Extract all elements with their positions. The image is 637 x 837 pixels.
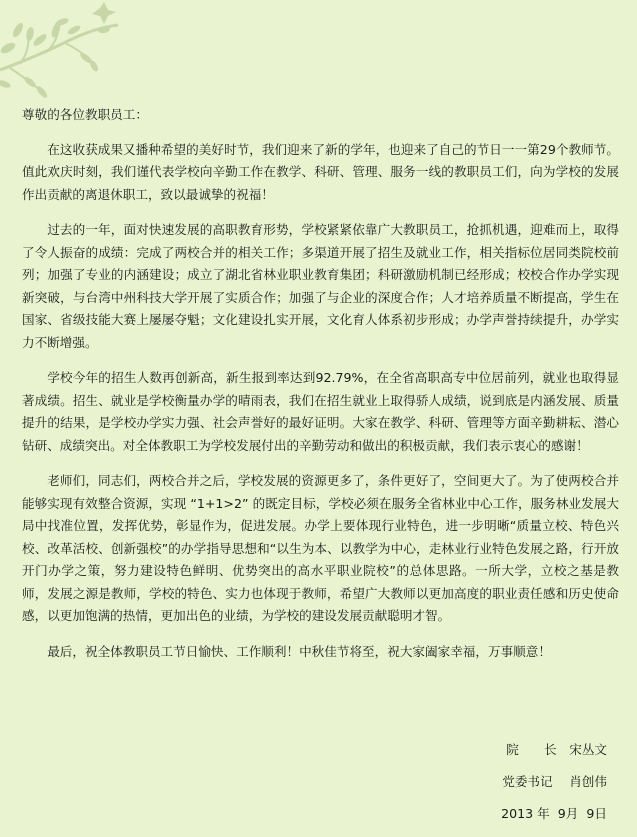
letter-body	[22, 104, 619, 676]
paragraph-enrollment: 学校今年的招生人数再创新高，新生报到率达到92.79%，在全省高职高专中位居前列，就业也取得显著成绩。招生、就业是学校衡量办学的晴雨表，我们在招生就业上取得骄人成绩，说到底是内涵发展、质量提升的结果，是学校办学实力强、社会声誉好的最好证明。大家在教学、科研、管理等方面辛勤耕耘、潜心钻研、成绩突出。对全体教职工为学校发展付出的辛勤劳动和做出的积极贡献，我们表示衷心的感谢！	[22, 370, 619, 453]
signature-secretary: 党委书记 肖创伟	[502, 774, 607, 789]
signature-block	[467, 734, 607, 830]
paragraph-greeting: 在这收获成果又播种希望的美好时节，我们迎来了新的学年，也迎来了自己的节日一一第29个教师节。值此欢庆时刻，我们谨代表学校向辛勤工作在教学、科研、管理、服务一线的教职员工们，向为学校的发展作出贡献的离退休职工，致以最诚挚的祝福！	[22, 141, 619, 202]
signature-president: 院 长 宋丛文	[506, 742, 607, 757]
paragraph-merger: 老师们，同志们，两校合并之后，学校发展的资源更多了，条件更好了，空间更大了。为了使两校合并能够实现有效整合资源，实现 “1+1>2” 的既定目标，学校必须在服务全省林业中心工作，服务林业发展大局中找准位置，发挥优势，彰显作为，促进发展。办学上要体现行业特色，进一步明晰“质量立校、特色兴校、改革活校、创新强校”的办学指导思想和“以生为本、以教学为中心，走林业行业特色发展之路，行开放开门办学之策，努力建设特色鲜明、优势突出的高水平职业院校”的总体思路。一所大学，立校之基是教师，发展之源是教师，学校的特色、实力也体现于教师，希望广大教师以更加高度的职业责任感和历史使命感，以更加饱满的热情，更加出色的业绩，为学校的建设发展贡献聪明才智。	[22, 473, 619, 623]
paragraph-closing: 最后，祝全体教职员工节日愉快、工作顺利！中秋佳节将至，祝大家阖家幸福，万事顺意！	[47, 643, 551, 659]
branch-with-bird-icon	[0, 0, 140, 100]
salutation: 尊敬的各位教职员工：	[22, 107, 148, 122]
paragraph-achievements: 过去的一年，面对快速发展的高职教育形势，学校紧紧依靠广大教职员工，抢抓机遇，迎难而上，取得了令人振奋的成绩：完成了两校合并的相关工作；多渠道开展了招生及就业工作，相关指标位居同类院校前列；加强了专业的内涵建设；成立了湖北省林业职业教育集团；科研激励机制已经形成；校校合作办学实现新突破，与台湾中州科技大学开展了实质合作；加强了与企业的深度合作；人才培养质量不断提高，学生在国家、省级技能大赛上屡屡夺魁；文化建设扎实开展，文化育人体系初步形成；办学声誉持续提升，办学实力不断增强。	[22, 222, 619, 350]
signature-date: 2013 年 9月 9日	[501, 806, 607, 821]
